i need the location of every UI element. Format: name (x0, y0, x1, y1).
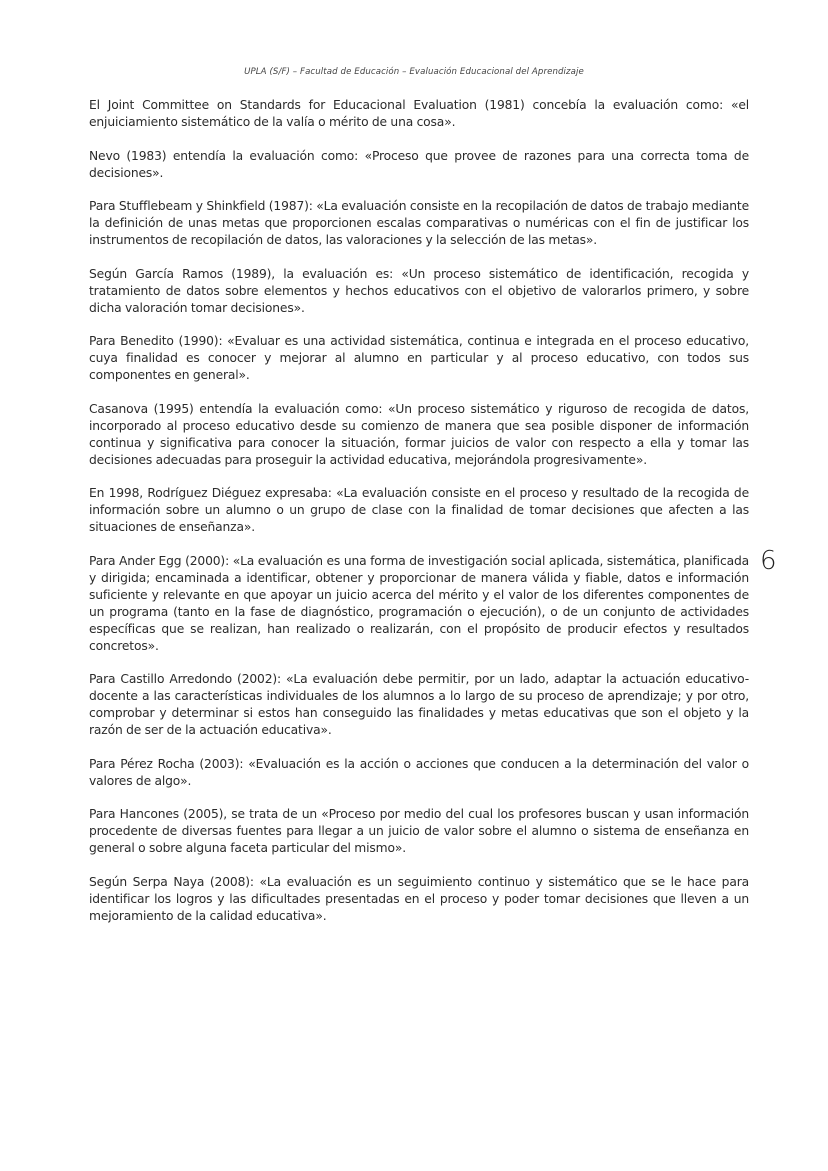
paragraph-ander-egg: Para Ander Egg (2000): «La evaluación es una forma de investigación social aplicada, sistemática, planificada y dirigida; encaminada a identificar, obtener y proporcionar de manera válida y fiable, datos e información suficiente y relevante en que apoyar un juicio acerca del mérito y el valor de los diferentes componentes de un programa (tanto en la fase de diagnóstico, programación o ejecución), o de un conjunto de actividades específicas que se realizan, han realizado o realizarán, con el propósito de producir efectos y resultados concretos». (89, 553, 749, 653)
paragraph-joint-committee: El Joint Committee on Standards for Educacional Evaluation (1981) concebía la evaluación como: «el enjuiciamiento sistemático de la valía o mérito de una cosa». (89, 98, 749, 129)
paragraph-garcia-ramos: Según García Ramos (1989), la evaluación es: «Un proceso sistemático de identificación, recogida y tratamiento de datos sobre elementos y hechos educativos con el objetivo de valorarlos primero, y sobre dicha valoración tomar decisiones». (89, 266, 749, 315)
paragraph-nevo: Nevo (1983) entendía la evaluación como: «Proceso que provee de razones para una correcta toma de decisiones». (89, 148, 749, 180)
running-header: UPLA (S/F) – Facultad de Educación – Evaluación Educacional del Aprendizaje (244, 67, 584, 77)
page-number: 6 (760, 546, 777, 576)
document-body (89, 97, 749, 941)
paragraph-castillo-arredondo: Para Castillo Arredondo (2002): «La evaluación debe permitir, por un lado, adaptar la actuación educativo-docente a las características individuales de los alumnos a lo largo de su proceso de aprendizaje; y por otro, comprobar y determinar si estos han conseguido las finalidades y metas educativas que son el objeto y la razón de ser de la actuación educativa». (89, 672, 749, 737)
paragraph-stufflebeam: Para Stufflebeam y Shinkfield (1987): «La evaluación consiste en la recopilación de datos de trabajo mediante la definición de unas metas que proporcionen escalas comparativas o numéricas con el fin de justificar los instrumentos de recopilación de datos, las valoraciones y la selección de las metas». (89, 199, 749, 247)
paragraph-rodriguez-dieguez: En 1998, Rodríguez Diéguez expresaba: «La evaluación consiste en el proceso y resultado de la recogida de información sobre un alumno o un grupo de clase con la finalidad de tomar decisiones que afecten a las situaciones de enseñanza». (89, 486, 749, 534)
paragraph-casanova: Casanova (1995) entendía la evaluación como: «Un proceso sistemático y riguroso de recogida de datos, incorporado al proceso educativo desde su comienzo de manera que sea posible disponer de información continua y significativa para conocer la situación, formar juicios de valor con respecto a ella y tomar las decisiones adecuadas para proseguir la actividad educativa, mejorándola progresivamente». (89, 401, 749, 467)
paragraph-perez-rocha: Para Pérez Rocha (2003): «Evaluación es la acción o acciones que conducen a la determinación del valor o valores de algo». (89, 756, 749, 788)
paragraph-serpa-naya: Según Serpa Naya (2008): «La evaluación es un seguimiento continuo y sistemático que se le hace para identificar los logros y las dificultades presentadas en el proceso y poder tomar decisiones que lleven a un mejoramiento de la calidad educativa». (89, 874, 749, 923)
paragraph-hancones: Para Hancones (2005), se trata de un «Proceso por medio del cual los profesores buscan y usan información procedente de diversas fuentes para llegar a un juicio de valor sobre el alumno o sistema de enseñanza en general o sobre alguna faceta particular del mismo». (89, 807, 749, 855)
paragraph-benedito: Para Benedito (1990): «Evaluar es una actividad sistemática, continua e integrada en el proceso educativo, cuya finalidad es conocer y mejorar al alumno en particular y al proceso educativo, con todos sus componentes en general». (89, 334, 749, 382)
